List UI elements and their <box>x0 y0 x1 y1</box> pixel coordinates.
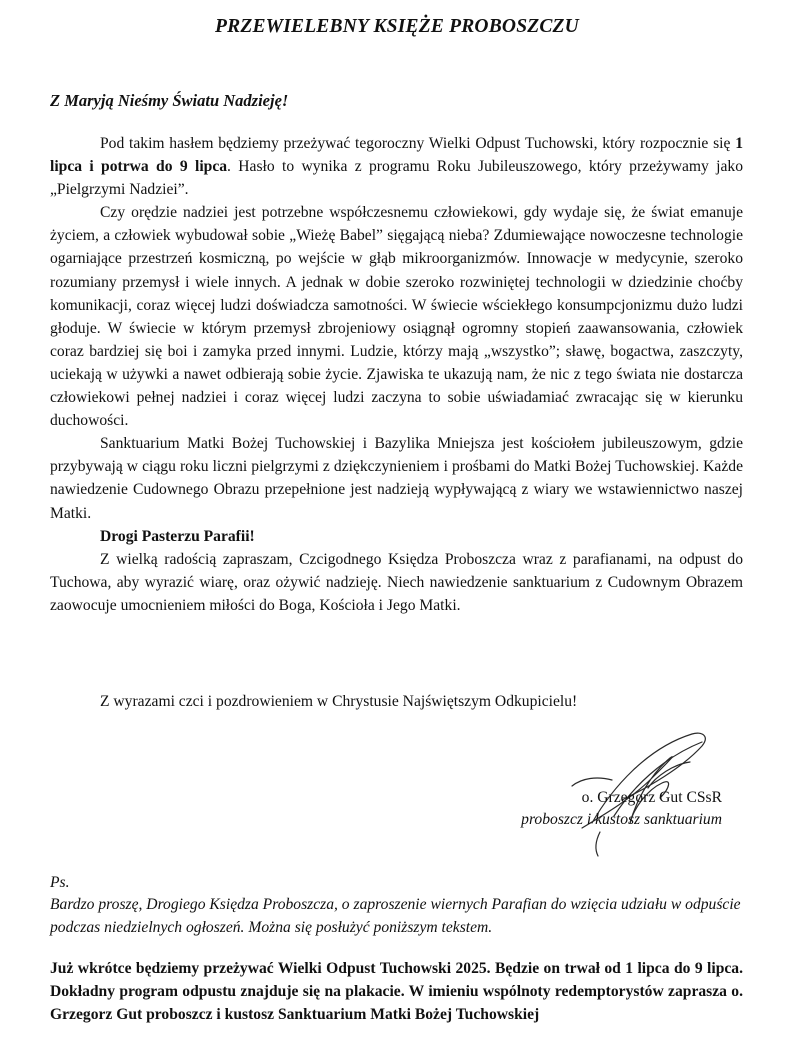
paragraph-intro-start: Pod takim hasłem będziemy przeżywać tegoroczny Wielki Odpust Tuchowski, który rozpocznie się <box>100 135 736 152</box>
closing-line: Z wyrazami czci i pozdrowieniem w Chrystusie Najświętszym Odkupicielu! <box>100 693 578 710</box>
letter-title: PRZEWIELEBNY KSIĘŻE PROBOSZCZU <box>215 16 579 37</box>
motto-heading: Z Maryją Nieśmy Światu Nadzieję! <box>50 91 289 110</box>
signature-block <box>521 787 722 831</box>
ps-text: Bardzo proszę, Drogiego Księdza Proboszcza, o zaproszenie wiernych Parafian do wzięcia udziału w odpuście podczas niedzielnych ogłoszeń. Można się posłużyć poniższym tekstem. <box>50 896 741 936</box>
salutation-heading: Drogi Pasterzu Parafii! <box>100 527 255 545</box>
signatory-role: proboszcz i kustosz sanktuarium <box>521 811 722 828</box>
paragraph-sanctuary: Sanktuarium Matki Bożej Tuchowskiej i Bazylika Mniejsza jest kościołem jubileuszowym, gdzie przybywają w ciągu roku liczni pielgrzymi z dziękczynieniem i prośbami do Matki Bożej Tuchowskiej. Każde nawiedzenie Cudownego Obrazu przepełnione jest nadzieją wypływającą z wiary we wstawiennictwo naszej Matki. <box>50 435 743 522</box>
paragraph-hope: Czy orędzie nadziei jest potrzebne współczesnemu człowiekowi, gdy wydaje się, że świat emanuje życiem, a człowiek wybudował sobie „Wieżę Babel” sięgającą nieba? Zdumiewające nowoczesne technologie ogarniające przestrzeń kosmiczną, po wejście w głąb mikroorganizmów. Innowacje w medycynie, szeroko rozumiany przemysł i wiele innych. A jednak w dobie szeroko rozwiniętej technologii w dziedzinie choćby komunikacji, coraz więcej ludzi doświadcza samotności. W świecie wściekłego konsumpcjonizmu dużo ludzi głoduje. W świecie w którym przemysł zbrojeniowy osiągnął ogromny stopień zaawansowania, człowiek coraz bardziej się boi i zamyka przed innymi. Ludzie, którzy mają „wszystko”; sławę, bogactwa, zaszczyty, uciekają w używki a nawet odbierają sobie życie. Zjawiska te ukazują nam, że nic z tego świata nie dostarcza człowiekowi pełnej nadziei i coraz więcej ludzi zaczyna to sobie uświadamiać zwracając się w kierunku duchowości. <box>50 204 743 430</box>
paragraph-invitation: Z wielką radością zapraszam, Czcigodnego Księdza Proboszcza wraz z parafianami, na odpust do Tuchowa, aby wyrazić wiarę, oraz ożywić nadzieję. Niech nawiedzenie sanktuarium z Cudownym Obrazem zaowocuje umocnieniem miłości do Boga, Kościoła i Jego Matki. <box>50 550 743 614</box>
announcement-text: Już wkrótce będziemy przeżywać Wielki Odpust Tuchowski 2025. Będzie on trwał od 1 lipca do 9 lipca. Dokładny program odpustu znajduje się na plakacie. W imieniu wspólnoty redemptorystów zaprasza o. Grzegorz Gut proboszcz i kustosz Sanktuarium Matki Bożej Tuchowskiej <box>50 960 743 1023</box>
dates-highlight: 1 lipca i potrwa do 9 lipca <box>50 135 743 176</box>
ps-label: Ps. <box>50 874 70 891</box>
signatory-name: o. Grzegorz Gut CSsR <box>581 789 722 806</box>
letter-body <box>50 132 743 617</box>
paragraph-intro <box>50 132 743 201</box>
paragraph-intro-end: . Hasło to wynika z programu Roku Jubileuszowego, który przeżywamy jako „Pielgrzymi Nadziei”. <box>50 158 743 199</box>
